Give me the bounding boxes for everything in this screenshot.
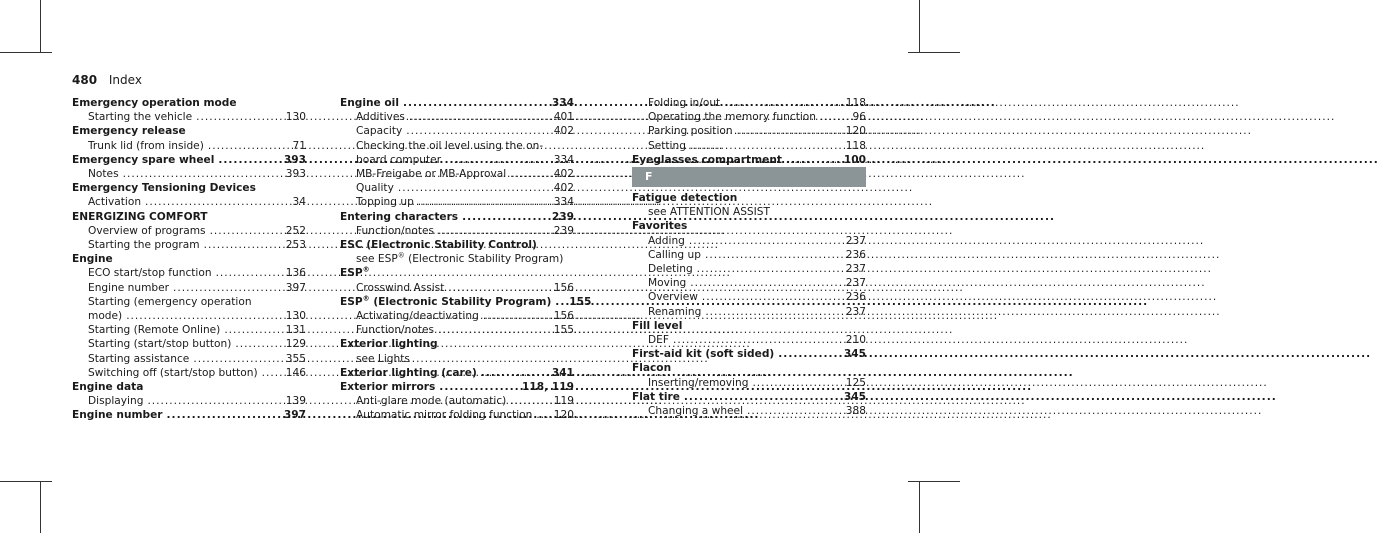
index-subentry[interactable] [72, 139, 306, 153]
index-entry-title-text: Engine [72, 253, 113, 266]
index-entry-title[interactable] [632, 219, 866, 233]
page-ref[interactable]: 119 [553, 395, 574, 408]
index-entry-title[interactable] [72, 408, 306, 422]
index-entry-title[interactable] [340, 380, 574, 394]
index-subentry-text: Trunk lid (from inside) [88, 139, 204, 152]
leader-dots [418, 195, 550, 209]
page-number: 480 [72, 73, 98, 87]
leader-dots [724, 96, 842, 110]
index-entry-title[interactable] [340, 366, 574, 380]
leader-dots [196, 110, 282, 124]
index-subentry-text: Topping up [356, 196, 414, 209]
index-subentry[interactable] [340, 252, 574, 266]
index-subentry-text: Starting (start/stop button) [88, 338, 232, 351]
index-subentry[interactable] [632, 290, 866, 304]
page-ref[interactable]: 120 [845, 125, 866, 138]
index-entry-title[interactable] [632, 319, 866, 333]
leader-dots [147, 394, 281, 408]
page-ref[interactable]: 401 [553, 111, 574, 124]
leader-dots [448, 281, 549, 295]
index-subentry-text: Folding in/out [648, 97, 721, 109]
page-ref[interactable]: 252 [285, 224, 306, 237]
index-subentry-text: Quality [356, 182, 394, 195]
leader-dots [747, 404, 842, 418]
index-entry-title-text: Engine number [72, 409, 163, 422]
index-entry-title[interactable] [340, 96, 574, 110]
index-subentry[interactable] [340, 408, 574, 422]
page-ref[interactable]: 236 [845, 248, 866, 261]
index-subentry-text: Renaming [648, 305, 702, 318]
index-entry [72, 210, 306, 253]
index-entry-title[interactable] [632, 191, 866, 205]
crop-mark [0, 52, 52, 53]
page-ref[interactable]: 239 [553, 224, 574, 237]
page-ref[interactable]: 34 [292, 196, 306, 209]
page-ref[interactable]: 402 [553, 168, 574, 181]
index-subentry-text: Calling up [648, 248, 701, 261]
index-subentry-text: mode) [88, 310, 123, 323]
page-ref[interactable]: 210 [845, 334, 866, 347]
index-subentry[interactable] [632, 305, 866, 319]
index-subentry[interactable] [340, 124, 574, 138]
page-ref[interactable]: 118 [845, 97, 866, 109]
leader-dots [216, 266, 282, 280]
page-ref[interactable]: 125 [845, 376, 866, 389]
index-entry-title-text: Engine data [72, 381, 144, 394]
page-ref[interactable]: 129 [285, 338, 306, 351]
leader-dots [126, 309, 282, 323]
index-subentry-text: Moving [648, 277, 687, 290]
index-entry-title[interactable] [632, 361, 866, 375]
leader-dots [684, 390, 840, 404]
leader-dots [173, 281, 282, 295]
index-subentry-text: Switching off (start/stop button) [88, 366, 258, 379]
index-entry [632, 96, 866, 153]
leader-dots [536, 408, 549, 422]
leader-dots [438, 224, 550, 238]
crop-mark [908, 52, 960, 53]
leader-dots [439, 380, 518, 394]
index-subentry[interactable] [72, 110, 306, 124]
index-subentry[interactable] [72, 281, 306, 295]
index-subentry[interactable] [72, 195, 306, 209]
index-entry [632, 390, 866, 418]
index-entry [72, 124, 306, 152]
page-ref[interactable]: 155 [569, 295, 592, 308]
index-entry-title-text: Exterior lighting (care) [340, 366, 477, 379]
index-entry-title[interactable] [340, 210, 574, 224]
page-ref[interactable]: 334 [551, 97, 574, 109]
index-subentry-text: Starting (Remote Online) [88, 324, 221, 337]
index-entry-title[interactable] [72, 96, 306, 110]
page-ref[interactable]: 237 [845, 277, 866, 290]
index-entry [632, 361, 866, 389]
section-letter-bar: F [632, 167, 866, 187]
page-ref[interactable]: 100 [843, 153, 866, 166]
index-subentry[interactable] [340, 167, 574, 181]
index-subentry-text: DEF [648, 334, 669, 347]
leader-dots [218, 153, 280, 167]
page-ref[interactable]: 402 [553, 125, 574, 138]
leader-dots [483, 309, 550, 323]
index-entry-title-text: Exterior mirrors [340, 381, 436, 394]
index-entry-title[interactable] [72, 124, 306, 138]
leader-dots [510, 394, 549, 408]
index-subentry[interactable] [72, 238, 306, 252]
index-entry [72, 96, 306, 124]
index-entry [72, 153, 306, 181]
index-entry-title-text: Fatigue detection [632, 192, 738, 205]
index-subentry-text: Setting [648, 139, 686, 152]
index-subentry[interactable] [340, 195, 574, 209]
index-subentry[interactable] [72, 394, 306, 408]
page-ref[interactable]: 345 [843, 390, 866, 403]
page-ref[interactable]: 393 [283, 153, 306, 166]
index-subentry-text: Starting the vehicle [88, 111, 193, 124]
crop-mark [919, 0, 920, 52]
page-ref[interactable]: 71 [292, 139, 306, 152]
index-subentry-text: Displaying [88, 395, 144, 408]
index-subentry[interactable] [632, 205, 866, 219]
index-subentry[interactable] [632, 124, 866, 138]
page-ref[interactable]: 130 [285, 111, 306, 124]
index-entry-title-text: Engine oil [340, 97, 399, 109]
page-ref[interactable]: 130 [285, 310, 306, 323]
index-subentry[interactable] [340, 224, 574, 238]
leader-dots [167, 408, 280, 422]
index-column-1 [72, 96, 306, 423]
index-subentry[interactable] [632, 404, 866, 418]
leader-dots [123, 167, 282, 181]
index-entry-title[interactable] [72, 252, 306, 266]
index-entry-title[interactable] [340, 266, 574, 280]
index-entry [72, 252, 306, 380]
index-subentry-text: Notes [88, 168, 119, 181]
index-subentry[interactable] [72, 295, 306, 309]
leader-dots [462, 210, 548, 224]
index-subentry-text: Parking position [648, 125, 733, 138]
leader-dots [697, 262, 842, 276]
leader-dots [403, 96, 548, 110]
index-subentry[interactable] [632, 333, 866, 347]
index-subentry-text: Changing a wheel [648, 405, 744, 418]
index-subentry[interactable] [340, 281, 574, 295]
index-subentry-text: Additives [356, 111, 405, 124]
leader-dots [406, 124, 549, 138]
page-ref[interactable]: 397 [283, 409, 306, 422]
leader-dots [193, 352, 281, 366]
index-subentry[interactable] [340, 309, 574, 323]
index-entry-title-text: ESC (Electronic Stability Control) [340, 239, 537, 252]
index-subentry-text: ECO start/stop function [88, 267, 212, 280]
index-subentry[interactable] [632, 262, 866, 276]
index-subentry-text: Automatic mirror folding function [356, 409, 533, 422]
index-column-2 [340, 96, 592, 423]
crop-mark [919, 481, 920, 533]
leader-dots [673, 333, 842, 347]
page-ref[interactable]: 253 [285, 239, 306, 252]
leader-dots [445, 153, 550, 167]
index-entry [72, 181, 306, 209]
index-entry [340, 337, 574, 365]
page-ref[interactable]: 236 [845, 291, 866, 304]
leader-dots [705, 305, 841, 319]
page-ref[interactable]: 345 [843, 348, 866, 361]
index-subentry[interactable] [72, 323, 306, 337]
leader-dots [145, 195, 288, 209]
index-subentry[interactable] [632, 96, 866, 110]
index-subentry-text: Overview of programs [88, 224, 206, 237]
index-entry-title[interactable] [632, 390, 866, 404]
index-entry-title-text: Emergency release [72, 125, 186, 138]
page-header [72, 73, 142, 87]
page-ref[interactable]: 388 [845, 405, 866, 418]
leader-dots [820, 110, 849, 124]
page-ref[interactable]: 402 [553, 182, 574, 195]
index-subentry[interactable] [340, 323, 574, 337]
leader-dots [208, 139, 289, 153]
index-subentry[interactable] [340, 394, 574, 408]
leader-dots [689, 234, 842, 248]
index-subentry-text: MB-Freigabe or MB-Approval [356, 168, 507, 181]
index-column-3 [632, 96, 866, 418]
index-subentry-text: Overview [648, 291, 698, 304]
index-entry-title[interactable] [72, 210, 306, 224]
index-subentry[interactable] [340, 181, 574, 195]
index-subentry-text: Adding [648, 234, 685, 247]
index-subentry[interactable] [632, 248, 866, 262]
index-subentry-text: Anti-glare mode (automatic) [356, 395, 507, 408]
index-subentry[interactable] [340, 110, 574, 124]
index-entry-title-text: ENERGIZING COMFORT [72, 210, 208, 223]
page-ref[interactable]: 355 [285, 352, 306, 365]
index-subentry-text: Checking the oil level using the on- [356, 139, 544, 152]
page-ref[interactable]: 156 [553, 281, 574, 294]
leader-dots [204, 238, 282, 252]
leader-dots [702, 290, 842, 304]
index-subentry-text: Operating the memory function [648, 111, 816, 124]
index-entry-title[interactable] [340, 337, 574, 351]
leader-dots [481, 366, 548, 380]
leader-dots [210, 224, 282, 238]
crop-mark [40, 481, 41, 533]
leader-dots [224, 323, 281, 337]
index-entry [72, 408, 306, 422]
index-entry [340, 266, 574, 294]
index-subentry-text: Activating/deactivating [356, 310, 479, 323]
crop-mark [40, 0, 41, 52]
index-subentry-text: Starting (emergency operation [88, 295, 252, 308]
page-ref[interactable]: 146 [285, 366, 306, 379]
page-ref[interactable]: 334 [553, 196, 574, 209]
index-subentry[interactable] [340, 153, 574, 167]
crop-mark [908, 481, 960, 482]
index-subentry[interactable] [340, 139, 574, 153]
index-entry-title-text: ESP® [340, 265, 370, 280]
index-subentry[interactable] [632, 139, 866, 153]
leader-dots [737, 124, 842, 138]
index-entry-title-text: Emergency spare wheel [72, 153, 215, 166]
index-subentry[interactable] [72, 167, 306, 181]
index-subentry[interactable] [72, 366, 306, 380]
index-subentry[interactable] [632, 234, 866, 248]
leader-dots [438, 323, 550, 337]
leader-dots [690, 139, 842, 153]
index-entry [632, 319, 866, 347]
index-entry [340, 380, 574, 423]
index-entry [340, 366, 574, 380]
index-subentry-text: see Lights [356, 352, 410, 365]
page-ref[interactable]: 139 [285, 395, 306, 408]
leader-dots [409, 110, 550, 124]
index-entry [340, 96, 574, 210]
page-ref[interactable]: 136 [285, 267, 306, 280]
index-subentry-text: Deleting [648, 263, 693, 276]
index-subentry[interactable] [632, 110, 866, 124]
page-ref[interactable]: 397 [285, 281, 306, 294]
section-title: Index [108, 73, 142, 87]
page-ref[interactable]: 237 [845, 305, 866, 318]
index-subentry-text: Starting assistance [88, 352, 190, 365]
index-subentry[interactable] [632, 276, 866, 290]
index-entry [340, 294, 592, 338]
index-entry-title-text: Flacon [632, 362, 672, 375]
index-entry-title-text: ESP® (Electronic Stability Program) [340, 294, 552, 308]
leader-dots [690, 276, 841, 290]
index-entry-title-text: Emergency Tensioning Devices [72, 182, 256, 195]
index-entry-title[interactable] [340, 294, 592, 309]
index-subentry-text: see ESP® (Electronic Stability Program) [356, 251, 564, 266]
index-entry [340, 238, 574, 266]
index-subentry-text: Engine number [88, 281, 170, 294]
index-subentry-text: Crosswind Assist [356, 281, 445, 294]
page-ref[interactable]: 237 [845, 234, 866, 247]
index-subentry[interactable] [72, 224, 306, 238]
page-ref[interactable]: 118, 119 [522, 381, 574, 394]
index-subentry-text: board computer [356, 153, 442, 166]
leader-dots [398, 181, 550, 195]
index-entry-title[interactable] [72, 181, 306, 195]
index-entry-title-text: Eyeglasses compartment [632, 153, 782, 166]
index-entry-title-text: Entering characters [340, 210, 459, 223]
page-ref[interactable]: 393 [285, 168, 306, 181]
index-entry-title[interactable] [632, 153, 866, 167]
index-entry-title[interactable] [72, 380, 306, 394]
index-entry [632, 153, 866, 167]
crop-mark [0, 481, 52, 482]
index-entry-title[interactable] [632, 347, 866, 361]
page-ref[interactable]: 118 [845, 139, 866, 152]
index-subentry-text: Function/notes [356, 224, 435, 237]
index-entry [340, 210, 574, 238]
index-entry-title-text: Flat tire [632, 390, 680, 403]
leader-dots [752, 376, 841, 390]
index-entry [632, 347, 866, 361]
index-subentry[interactable] [632, 376, 866, 390]
page-ref[interactable]: 239 [551, 210, 574, 223]
index-entry-title-text: First-aid kit (soft sided) [632, 348, 775, 361]
index-subentry-text: see ATTENTION ASSIST [648, 206, 770, 219]
index-subentry[interactable] [72, 352, 306, 366]
index-entry-title-text: Favorites [632, 220, 688, 233]
index-subentry[interactable] [72, 266, 306, 280]
page-ref[interactable]: 96 [852, 111, 866, 124]
page-ref[interactable]: 156 [553, 310, 574, 323]
index-subentry-text: Function/notes [356, 324, 435, 337]
index-subentry-text: Capacity [356, 125, 403, 138]
index-subentry[interactable] [72, 309, 306, 323]
leader-dots [510, 167, 550, 181]
page-ref[interactable]: 237 [845, 263, 866, 276]
page-ref[interactable]: 341 [551, 366, 574, 379]
index-subentry[interactable] [72, 337, 306, 351]
index-entry [632, 191, 866, 219]
page-ref[interactable]: 131 [285, 324, 306, 337]
index-entry-title[interactable] [72, 153, 306, 167]
leader-dots [555, 295, 565, 309]
leader-dots [262, 366, 282, 380]
leader-dots [778, 347, 840, 361]
index-subentry-text: Activation [88, 196, 142, 209]
index-subentry[interactable] [340, 352, 574, 366]
index-entry-title[interactable] [340, 238, 574, 252]
page-ref[interactable]: 334 [553, 153, 574, 166]
leader-dots [235, 337, 281, 351]
leader-dots [705, 248, 842, 262]
index-subentry-text: Starting the program [88, 239, 200, 252]
index-entry-title-text: Fill level [632, 319, 683, 332]
index-entry-title-text: Exterior lighting [340, 338, 438, 351]
index-entry [632, 219, 866, 318]
index-entry-title-text: Emergency operation mode [72, 97, 237, 109]
index-entry [72, 380, 306, 408]
index-subentry-text: Inserting/removing [648, 376, 749, 389]
page-ref[interactable]: 120 [553, 409, 574, 422]
page-ref[interactable]: 155 [553, 324, 574, 337]
leader-dots [786, 153, 840, 167]
